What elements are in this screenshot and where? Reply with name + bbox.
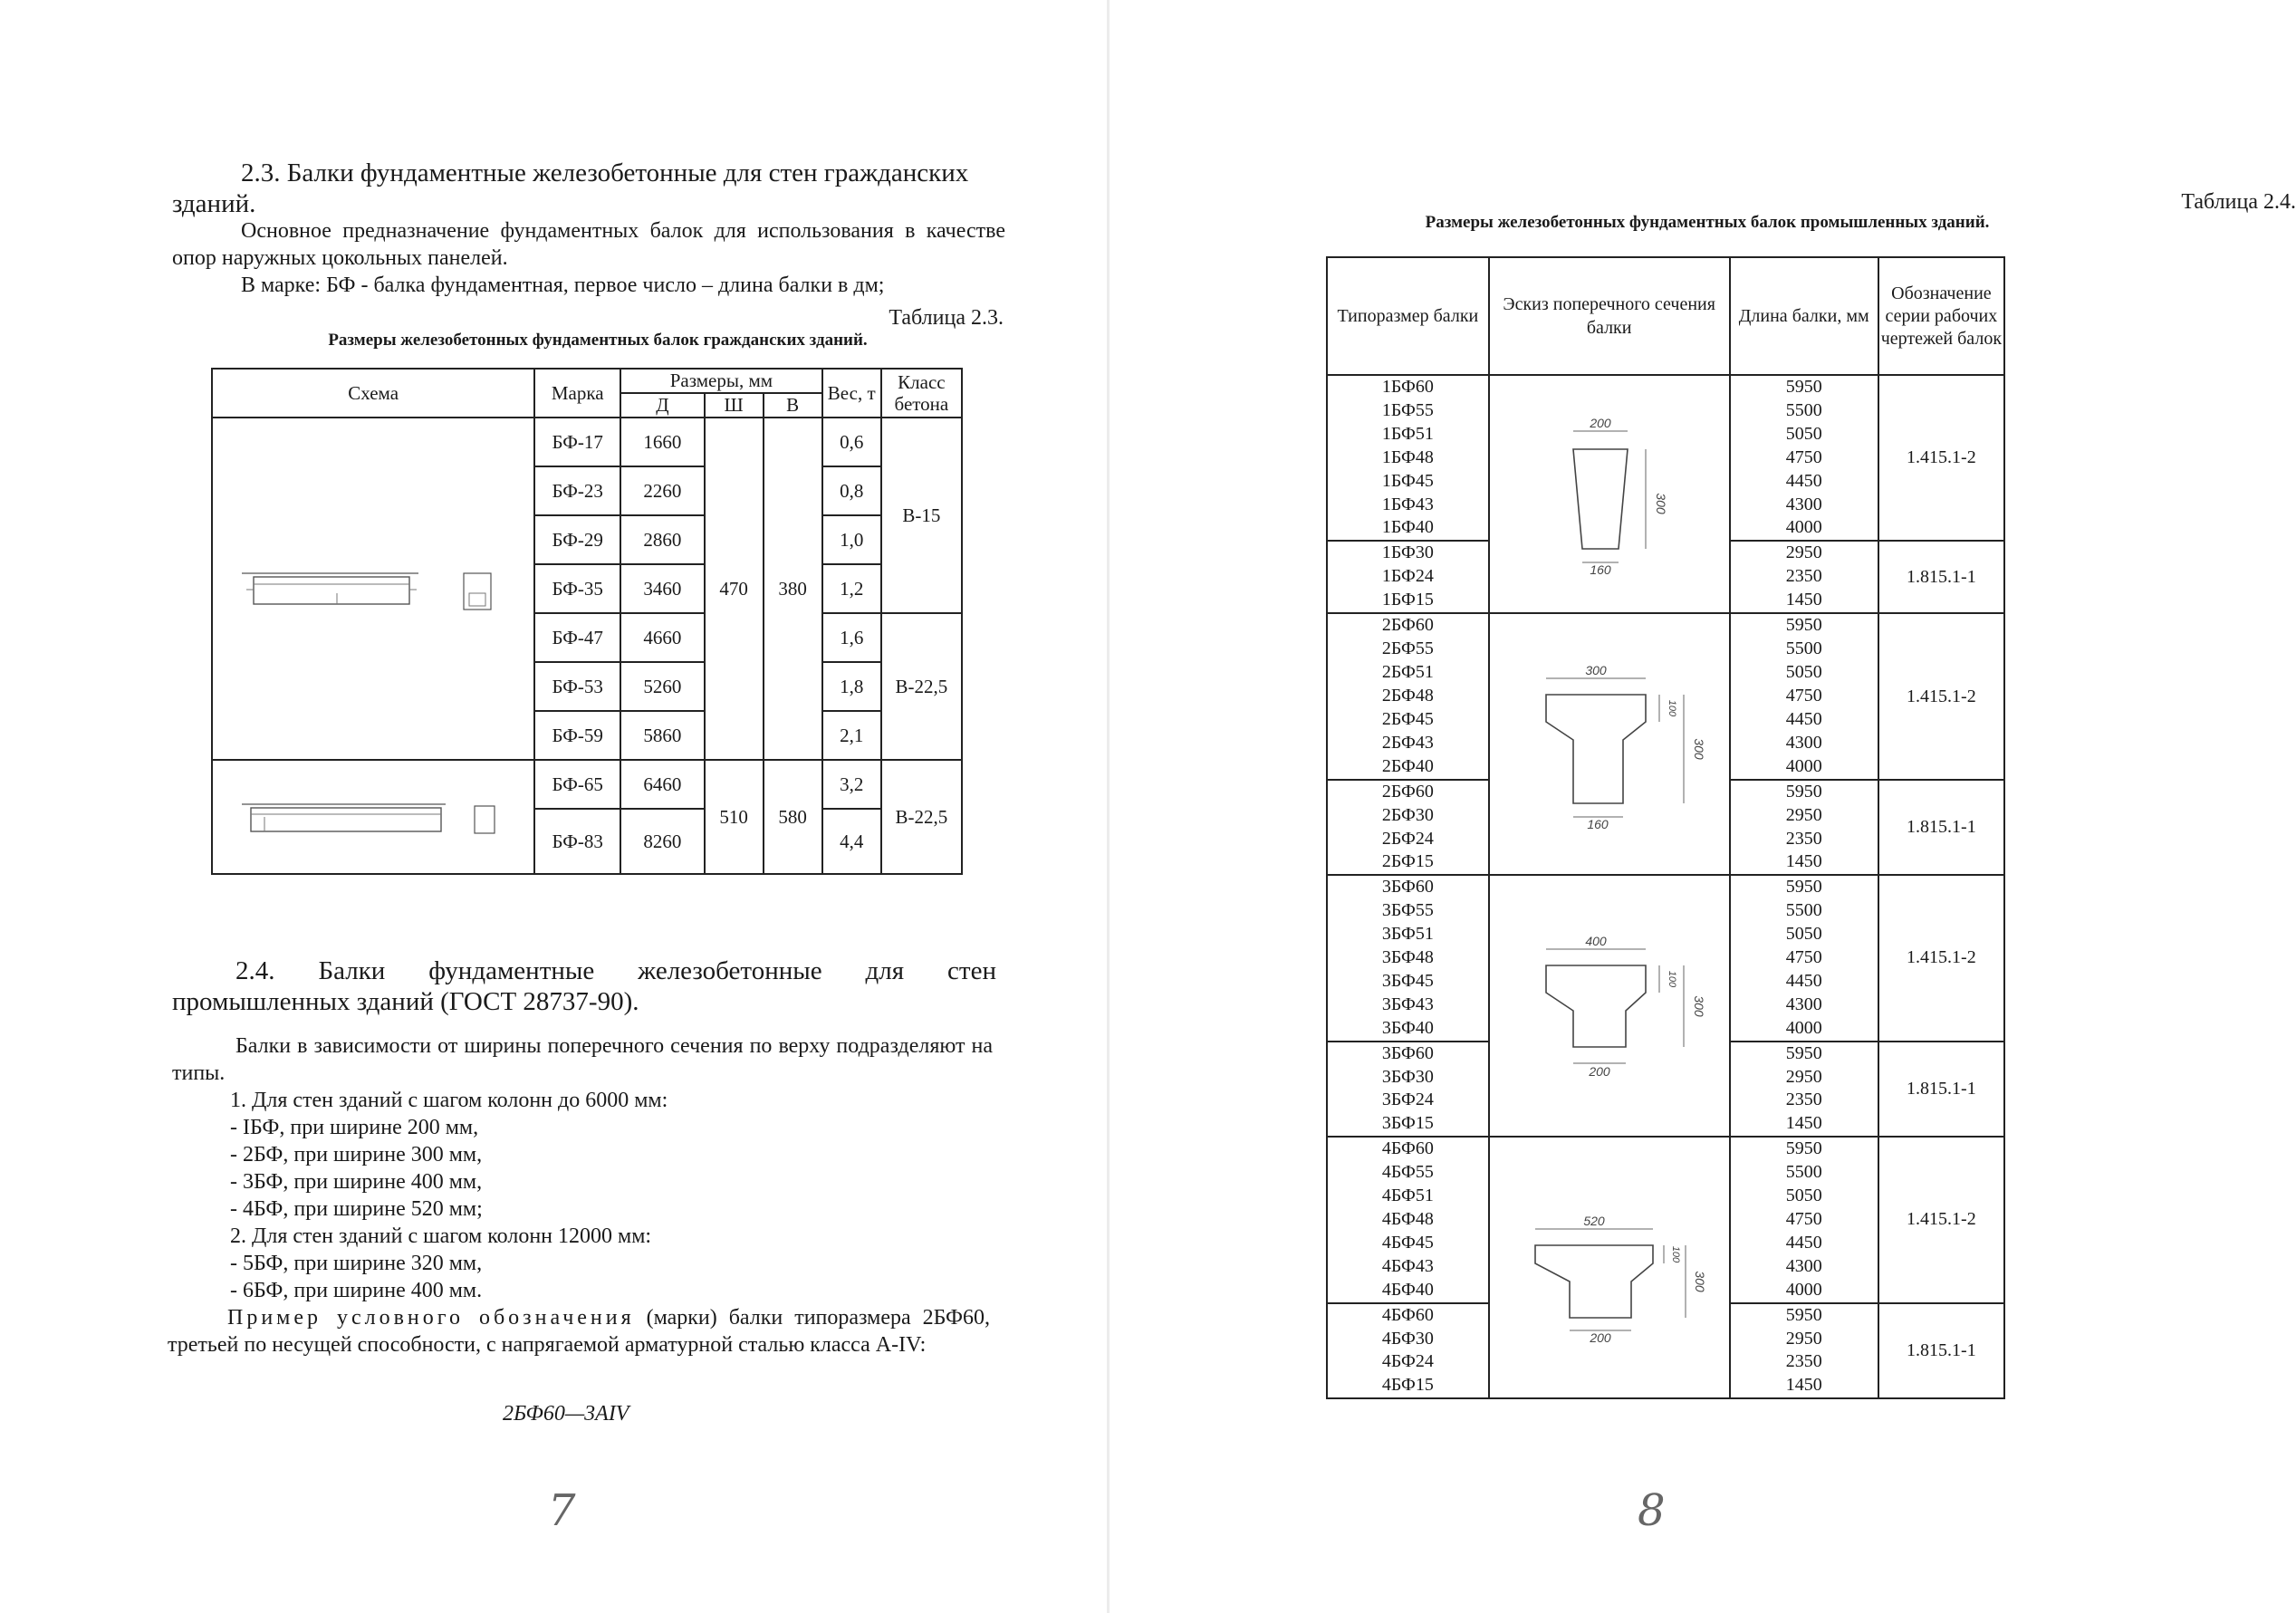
mark-cell: БФ-53 [534,662,620,711]
v-cell: 580 [764,760,822,874]
page-number: 7 [548,1485,576,1536]
d-cell: 8260 [620,809,704,874]
series-cell: 1.415.1-2 [1878,613,2004,779]
beam-schema-drawing [237,557,509,620]
series-cell: 1.815.1-1 [1878,1042,2004,1138]
weight-cell: 1,2 [822,564,881,613]
col-header-mark: Марка [534,369,620,418]
table-row [1327,1137,2004,1302]
dim-top: 400 [1584,933,1607,948]
table-2-3-title: Размеры железобетонных фундаментных балок гражданских зданий. [328,331,868,350]
dim-bottom: 160 [1589,562,1611,577]
list-item: 1. Для стен зданий с шагом колонн до 6000 мм: [230,1089,668,1112]
dim-flange: 100 [1669,1245,1681,1263]
table-row [1327,875,2004,1041]
table-row [212,418,962,466]
example-rest: (марки) балки типоразмера 2БФ60, третьей по несущей способности, с напрягаемой арматурной сталью класса A-IV: [168,1306,990,1357]
dim-flange: 100 [1666,970,1677,987]
list-item: - 2БФ, при ширине 300 мм, [230,1143,483,1167]
dim-height: 300 [1692,1271,1707,1292]
weight-cell: 1,6 [822,613,881,662]
schema-drawing-cell [212,418,534,760]
d-cell: 5260 [620,662,704,711]
mark-cell: БФ-83 [534,809,620,874]
col-header-sh: Ш [705,393,764,418]
mark-cell: БФ-29 [534,515,620,564]
list-item: - 6БФ, при ширине 400 мм. [230,1279,483,1302]
d-cell: 3460 [620,564,704,613]
lengths-cell: 5950 5500 5050 4750 4450 4300 4000 [1730,375,1878,541]
mark-cell: БФ-35 [534,564,620,613]
list-item: - 4БФ, при ширине 520 мм; [230,1197,483,1221]
d-cell: 6460 [620,760,704,809]
dim-height: 300 [1691,738,1706,760]
series-cell: 1.415.1-2 [1878,1137,2004,1302]
sketch-4bf [1510,1191,1709,1345]
col-header-series: Обозначение серии рабочих чертежей балок [1878,257,2004,375]
section-heading-2-4: 2.4. Балки фундаментные железобетонные для стен промышленных зданий (ГОСТ 28737-90). [172,956,996,1016]
mark-cell: БФ-47 [534,613,620,662]
paragraph-example [168,1304,990,1359]
types-cell: 4БФ60 4БФ55 4БФ51 4БФ48 4БФ45 4БФ43 4БФ40 [1327,1137,1489,1302]
table-row [212,760,962,809]
types-cell: 4БФ60 4БФ30 4БФ24 4БФ15 [1327,1303,1489,1399]
lengths-cell: 2950 2350 1450 [1730,541,1878,613]
formula: 2БФ60—3AIV [503,1402,629,1426]
types-cell: 3БФ60 3БФ55 3БФ51 3БФ48 3БФ45 3БФ43 3БФ40 [1327,875,1489,1041]
dim-height: 300 [1691,995,1706,1017]
class-cell: В-22,5 [881,760,962,874]
dim-bottom: 160 [1586,816,1609,831]
lengths-cell: 5950 5500 5050 4750 4450 4300 4000 [1730,875,1878,1041]
page-number-right: 8 [1638,1485,1666,1536]
types-cell: 1БФ60 1БФ55 1БФ51 1БФ48 1БФ45 1БФ43 1БФ40 [1327,375,1489,541]
d-cell: 5860 [620,711,704,760]
table-2-3 [211,368,963,875]
sketch-2bf [1510,658,1709,831]
mark-cell: БФ-17 [534,418,620,466]
dim-top: 520 [1582,1213,1605,1228]
class-cell: В-15 [881,418,962,613]
weight-cell: 4,4 [822,809,881,874]
sketch-cell [1489,613,1730,875]
table-2-4-title: Размеры железобетонных фундаментных балок промышленных зданий. [1425,213,1990,232]
list-item: - IБФ, при ширине 200 мм, [230,1116,479,1139]
dim-top: 200 [1589,415,1611,430]
table-2-4 [1326,256,2005,1399]
dim-bottom: 200 [1588,1063,1610,1079]
sketch-cell [1489,875,1730,1137]
sketch-cell [1489,1137,1730,1398]
weight-cell: 3,2 [822,760,881,809]
sketch-1bf [1519,413,1700,576]
types-cell: 2БФ60 2БФ55 2БФ51 2БФ48 2БФ45 2БФ43 2БФ40 [1327,613,1489,779]
sketch-3bf [1510,929,1709,1083]
series-cell: 1.815.1-1 [1878,541,2004,613]
col-header-class: Класс бетона [881,369,962,418]
table-row [1327,613,2004,779]
class-cell: В-22,5 [881,613,962,760]
sketch-cell [1489,375,1730,613]
col-header-dims: Размеры, мм [620,369,821,393]
v-cell: 380 [764,418,822,760]
weight-cell: 1,8 [822,662,881,711]
example-lead: Пример условного обозначения [227,1306,635,1330]
types-cell: 1БФ30 1БФ24 1БФ15 [1327,541,1489,613]
series-cell: 1.815.1-1 [1878,780,2004,876]
dim-top: 300 [1584,662,1607,677]
left-page [0,0,1110,1613]
col-header-v: В [764,393,822,418]
types-cell: 3БФ60 3БФ30 3БФ24 3БФ15 [1327,1042,1489,1138]
paragraph-purpose: Основное предназначение фундаментных балок для использования в качестве опор наружных цокольных панелей. [172,219,1005,270]
sh-cell: 510 [705,760,764,874]
paragraph-types: Балки в зависимости от ширины поперечного сечения по верху подразделяют на типы. [172,1034,993,1085]
mark-cell: БФ-59 [534,711,620,760]
dim-bottom: 200 [1589,1330,1611,1345]
d-cell: 2860 [620,515,704,564]
list-item: - 5БФ, при ширине 320 мм, [230,1252,483,1275]
beam-schema-drawing-long [237,790,509,844]
col-header-d: Д [620,393,704,418]
mark-cell: БФ-65 [534,760,620,809]
d-cell: 2260 [620,466,704,515]
section-heading-2-3: 2.3. Балки фундаментные железобетонные для стен гражданских зданий. [172,158,969,218]
series-cell: 1.815.1-1 [1878,1303,2004,1399]
types-cell: 2БФ60 2БФ30 2БФ24 2БФ15 [1327,780,1489,876]
schema-drawing-cell [212,760,534,874]
lengths-cell: 5950 5500 5050 4750 4450 4300 4000 [1730,613,1878,779]
paragraph-mark-definition: В марке: БФ - балка фундаментная, первое число – длина балки в дм; [241,274,885,297]
table-row [1327,375,2004,541]
mark-cell: БФ-23 [534,466,620,515]
lengths-cell: 5950 2950 2350 1450 [1730,1303,1878,1399]
list-item: 2. Для стен зданий с шагом колонн 12000 мм: [230,1224,652,1248]
series-cell: 1.415.1-2 [1878,375,2004,541]
list-item: - 3БФ, при ширине 400 мм, [230,1170,483,1194]
col-header-weight: Вес, т [822,369,881,418]
col-header-type: Типоразмер балки [1327,257,1489,375]
lengths-cell: 5950 2950 2350 1450 [1730,1042,1878,1138]
table-2-3-number: Таблица 2.3. [889,306,1004,330]
lengths-cell: 5950 5500 5050 4750 4450 4300 4000 [1730,1137,1878,1302]
d-cell: 1660 [620,418,704,466]
weight-cell: 0,6 [822,418,881,466]
table-2-4-number: Таблица 2.4. [2181,190,2296,214]
col-header-length: Длина балки, мм [1730,257,1878,375]
d-cell: 4660 [620,613,704,662]
weight-cell: 1,0 [822,515,881,564]
dim-flange: 100 [1666,699,1677,717]
col-header-schema: Схема [212,369,534,418]
dim-height: 300 [1653,492,1668,514]
sh-cell: 470 [705,418,764,760]
col-header-sketch: Эскиз поперечного сечения балки [1489,257,1730,375]
lengths-cell: 5950 2950 2350 1450 [1730,780,1878,876]
weight-cell: 0,8 [822,466,881,515]
weight-cell: 2,1 [822,711,881,760]
series-cell: 1.415.1-2 [1878,875,2004,1041]
